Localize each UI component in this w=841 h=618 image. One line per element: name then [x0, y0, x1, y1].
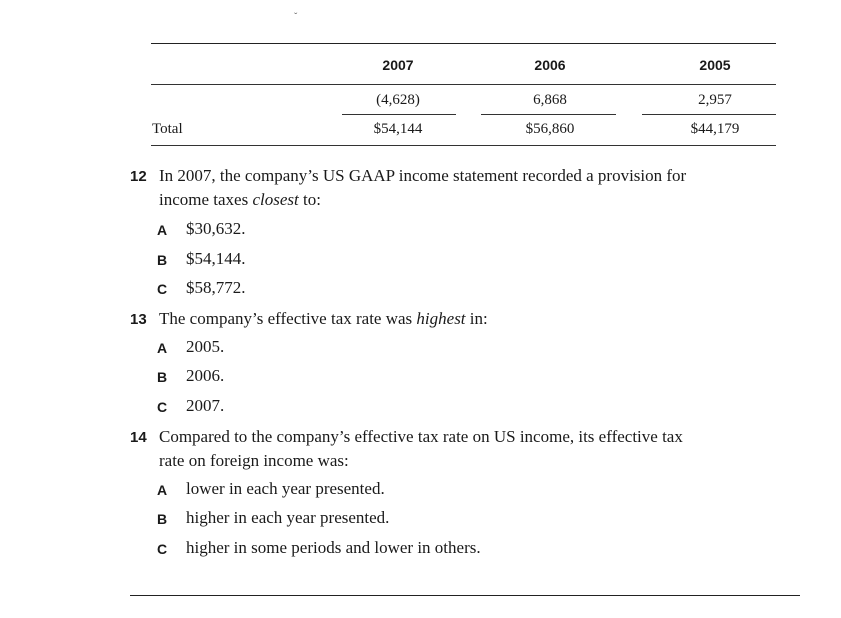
option-letter: B: [157, 252, 168, 268]
table-cell: 6,868: [533, 92, 567, 108]
question-number: 13: [130, 311, 147, 328]
option-letter: C: [157, 399, 168, 415]
table-cell: $56,860: [525, 121, 575, 137]
option-text: 2007.: [186, 396, 225, 415]
option-letter: A: [157, 340, 168, 356]
option-text: higher in each year presented.: [186, 508, 390, 527]
option-text: lower in each year presented.: [186, 479, 385, 498]
question-number: 12: [130, 168, 147, 185]
option-letter: A: [157, 482, 168, 498]
table-cell: 2,957: [698, 92, 732, 108]
subtotal-rule: [342, 114, 456, 115]
subtotal-rule: [481, 114, 616, 115]
option-text: 2005.: [186, 337, 225, 356]
column-header-2007: 2007: [382, 57, 414, 73]
option-text: $30,632.: [186, 219, 246, 238]
question-text-segment: to:: [298, 190, 321, 209]
question-text-line: rate on foreign income was:: [159, 451, 349, 470]
option-text: $58,772.: [186, 278, 246, 297]
column-header-2006: 2006: [534, 57, 566, 73]
table-top-rule: [151, 43, 776, 44]
header-rule: [151, 84, 776, 85]
subtotal-rule: [642, 114, 776, 115]
option-letter: A: [157, 222, 168, 238]
question-text-segment: income taxes: [159, 190, 253, 209]
question-text: [159, 425, 683, 473]
question-number: 14: [130, 429, 147, 446]
page-mark: ˇ: [294, 12, 298, 23]
table-bottom-rule: [151, 145, 776, 146]
option-text: $54,144.: [186, 249, 246, 268]
option-letter: B: [157, 511, 168, 527]
question-text-line: In 2007, the company’s US GAAP income statement recorded a provision for: [159, 166, 687, 185]
option-text: 2006.: [186, 366, 225, 385]
emphasis-text: highest: [416, 309, 466, 328]
table-cell: $54,144: [373, 121, 423, 137]
question-text-line: [159, 188, 686, 212]
emphasis-text: closest: [252, 190, 299, 209]
question-text: [159, 164, 686, 212]
question-text-line: Compared to the company’s effective tax rate on US income, its effective tax: [159, 427, 683, 446]
option-letter: B: [157, 369, 168, 385]
question-text: [159, 307, 488, 331]
question-text-segment: The company’s effective tax rate was: [159, 309, 417, 328]
table-cell: $44,179: [690, 121, 740, 137]
option-letter: C: [157, 281, 168, 297]
column-header-2005: 2005: [699, 57, 731, 73]
option-text: higher in some periods and lower in others.: [186, 538, 481, 557]
table-cell: (4,628): [376, 92, 420, 108]
option-letter: C: [157, 541, 168, 557]
question-text-segment: in:: [465, 309, 488, 328]
row-label-total: Total: [152, 121, 183, 137]
page-bottom-rule: [130, 595, 800, 596]
